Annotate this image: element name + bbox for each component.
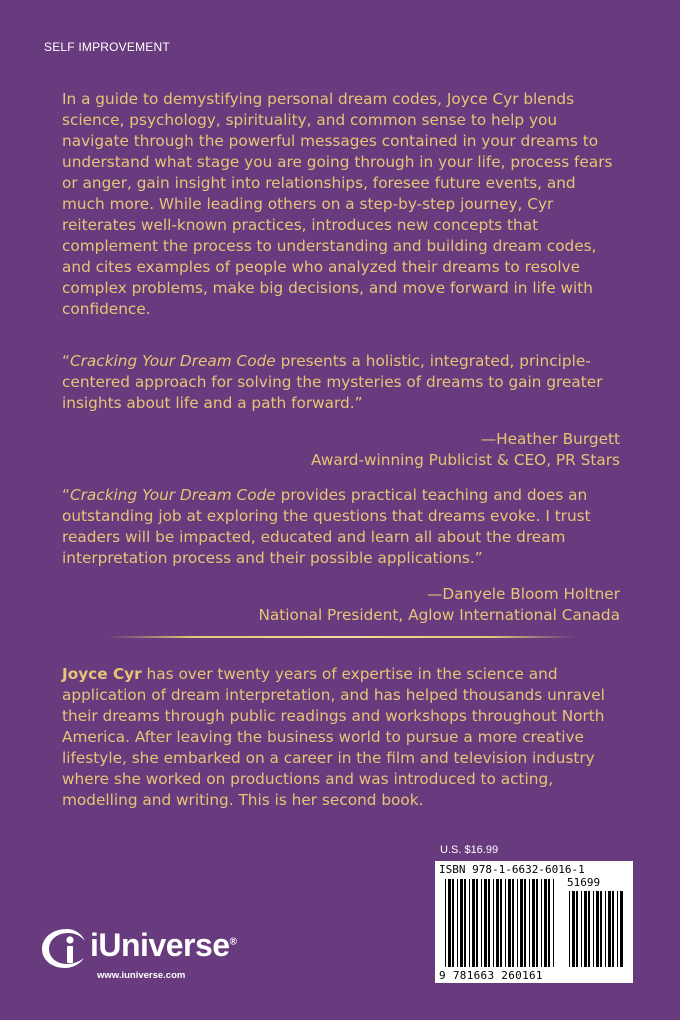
gold-divider <box>108 636 576 638</box>
testimonial-quote-1 <box>62 351 622 414</box>
book-title-italic: Cracking Your Dream Code <box>69 352 276 370</box>
author-bio <box>62 664 622 811</box>
price-label: U.S. $16.99 <box>440 844 499 856</box>
category-label: SELF IMPROVEMENT <box>44 40 170 54</box>
publisher-wordmark: iUniverse® <box>90 927 237 963</box>
author-bio-text: has over twenty years of expertise in the science and application of dream interpretation, and has helped thousands unravel their dreams through public readings and workshops throughout North America. After leaving the business world to pursue a more creative lifestyle, she embarked on a career in the film and television industry where she worked on productions and was introduced to acting, modelling and writing. This is her second book. <box>62 665 605 809</box>
quote-author-role: National President, Aglow International Canada <box>258 606 620 624</box>
publisher-logo <box>40 925 280 985</box>
author-name: Joyce Cyr <box>62 665 142 683</box>
publisher-url: www.iuniverse.com <box>97 970 186 981</box>
testimonial-attribution-2 <box>258 584 620 626</box>
quote-author-role: Award-winning Publicist & CEO, PR Stars <box>311 451 620 469</box>
quote-open-mark: “ <box>62 352 70 370</box>
barcode-addon: 51699 <box>567 876 601 889</box>
book-title-italic: Cracking Your Dream Code <box>69 486 276 504</box>
quote-text: presents a holistic, integrated, principle-centered approach for solving the mysteries of dreams to gain greater insights about life and a path forward.” <box>62 352 603 412</box>
quote-text: provides practical teaching and does an outstanding job at exploring the questions that dreams evoke. I trust readers will be impacted, educated and learn all about the dream interpretation process and their possible applications.” <box>62 486 591 567</box>
iuniverse-swirl-icon <box>40 925 94 971</box>
testimonial-attribution-1 <box>311 429 620 471</box>
quote-author: —Danyele Bloom Holtner <box>427 585 620 603</box>
barcode-bars <box>435 861 633 983</box>
book-description: In a guide to demystifying personal dream codes, Joyce Cyr blends science, psychology, spirituality, and common sense to help you navigate through the powerful messages contained in your dreams to understand what stage you are going through in your life, process fears or anger, gain insight into relationships, foresee future events, and much more. While leading others on a step-by-step journey, Cyr reiterates well-known practices, introduces new concepts that complement the process to understanding and building dream codes, and cites examples of people who analyzed their dreams to resolve complex problems, make big decisions, and move forward in life with confidence. <box>62 90 613 318</box>
testimonial-quote-2 <box>62 485 622 569</box>
isbn-barcode <box>435 861 633 983</box>
quote-open-mark: “ <box>62 486 70 504</box>
ean-number: 9 781663 260161 <box>439 969 543 982</box>
isbn-number: ISBN 978-1-6632-6016-1 <box>439 863 585 876</box>
quote-author: —Heather Burgett <box>480 430 620 448</box>
